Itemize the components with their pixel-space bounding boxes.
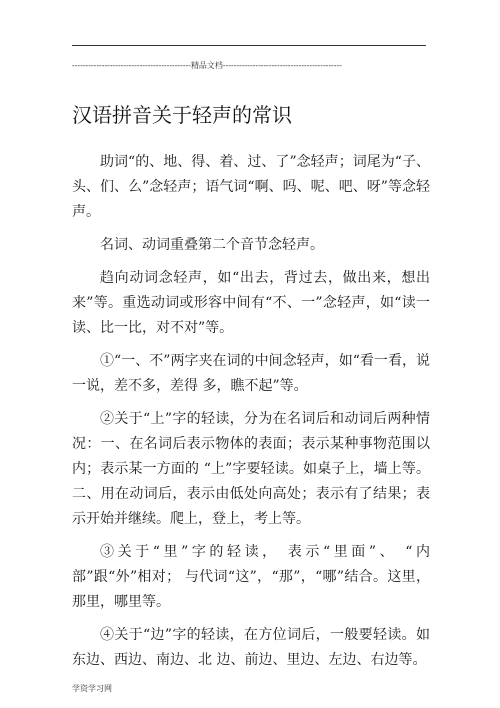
footer-text: 学资学习网 [72, 684, 112, 693]
paragraph-directional-verbs: 趋向动词念轻声，如“出去，背过去，做出来，想出来”等。重选动词或形容中间有“不、一”念轻声，如“读一读、比一比，对不对”等。 [72, 270, 430, 336]
paragraph-shang: ②关于“上”字的轻读，分为在名词后和动词后两种情况：一、在名词后表示物体的表面；表示某种事物范围以内；表示某一方面的 “上”字要轻读。如桌子上，墙上等。二、用在动词后，表示由低处向高处；表示有了结果；表示开始并继续。爬上，登上，考上等。 [72, 411, 430, 527]
paragraph-particles: 助词“的、地、得、着、过、了”念轻声；词尾为“子、头、们、么”念轻声；语气词“啊、吗、呢、吧、呀”等念轻声。 [72, 154, 430, 220]
document-body [72, 150, 430, 681]
document-title: 汉语拼音关于轻声的常识 [72, 103, 292, 127]
paragraph-reduplication: 名词、动词重叠第二个音节念轻声。 [100, 237, 324, 253]
header-rule [72, 45, 426, 46]
paragraph-li: ③关于“里”字的轻读， 表示“里面”、 “内部”跟“外”相对； 与代词“这”，“那”，“哪”结合。这里，那里，哪里等。 [72, 544, 430, 610]
paragraph-bian: ④关于“边”字的轻读，在方位词后，一般要轻读。如东边、西边、南边、北 边、前边、里边、左边、右边等。 [72, 627, 430, 668]
paragraph-yi-bu: ①“一、不”两字夹在词的中间念轻声，如“看一看，说一说，差不多，差得 多，瞧不起”等。 [72, 353, 430, 394]
header-watermark-text: --------------------------------------------精品文档-------------------------------------------- [72, 61, 342, 70]
